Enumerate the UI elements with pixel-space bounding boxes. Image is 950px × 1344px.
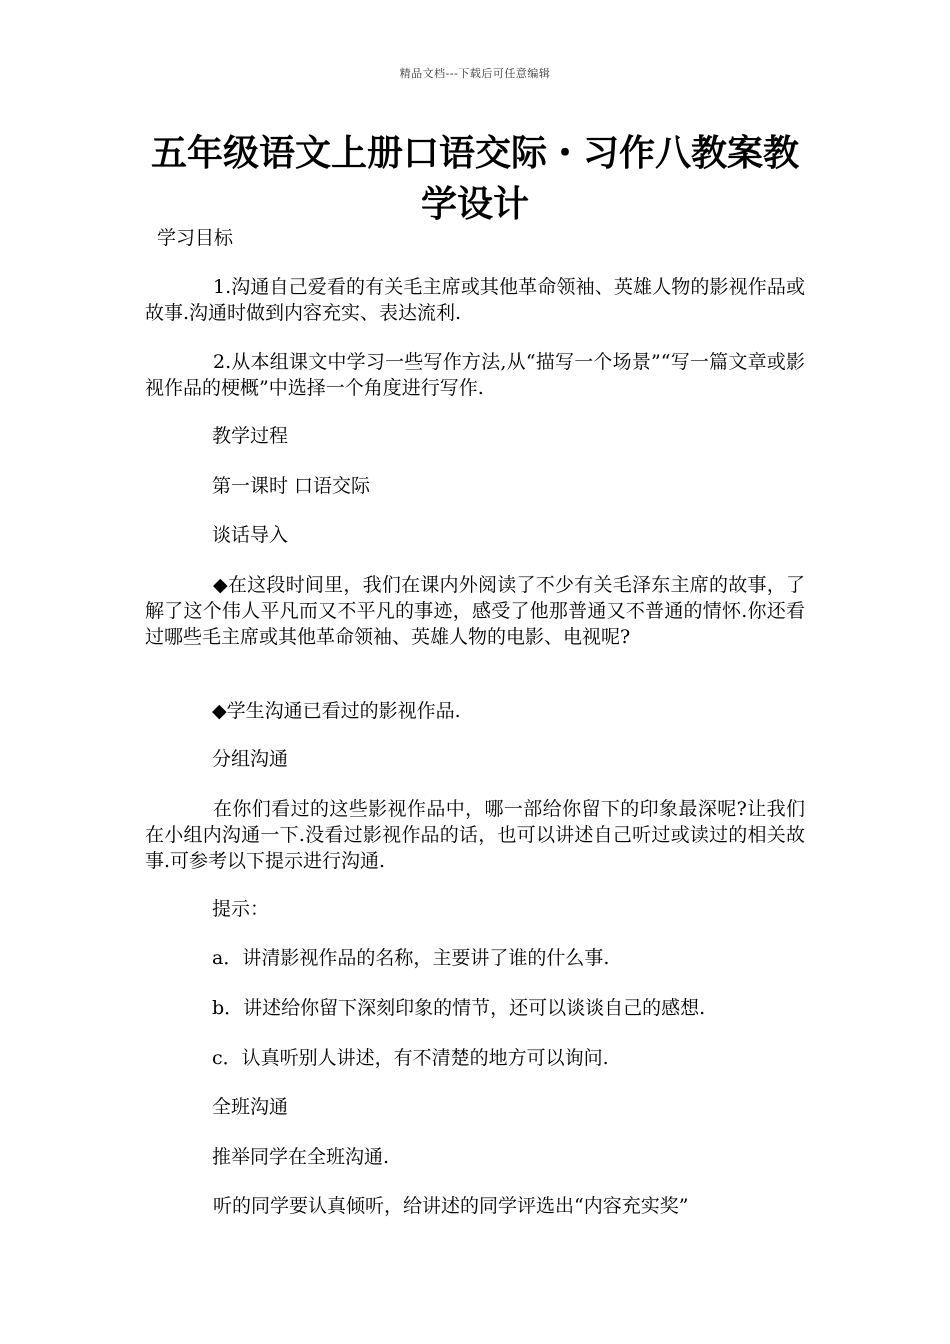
page-header-note: 精品文档---下载后可任意编辑 [399,67,551,80]
subheading-group-talk: 分组沟通 [212,748,289,770]
document-title: 五年级语文上册口语交际・习作八教案教学设计 [150,133,799,225]
subheading-class-talk: 全班沟通 [212,1096,289,1118]
student-sharing-paragraph: ◆学生沟通已看过的影视作品. [212,700,461,722]
group-talk-paragraph: 在你们看过的这些影视作品中，哪一部给你留下的印象最深呢?让我们在小组内沟通一下.没看过影视作品的话，也可以讲述自己听过或读过的相关故事.可参考以下提示进行沟通. [145,798,805,872]
class-talk-paragraph: 推举同学在全班沟通. [212,1146,390,1168]
objective-item-2: 2.从本组课文中学习一些写作方法,从“描写一个场景”“写一篇文章或影视作品的梗概”中选择一个角度进行写作. [145,351,805,399]
hint-item-b: b．讲述给你留下深刻印象的情节，还可以谈谈自己的感想. [212,997,706,1019]
listening-paragraph: 听的同学要认真倾听，给讲述的同学评选出“内容充实奖” [213,1195,689,1217]
intro-paragraph: ◆在这段时间里，我们在课内外阅读了不少有关毛泽东主席的故事，了解了这个伟人平凡而又不平凡的事迹，感受了他那普通又不普通的情怀.你还看过哪些毛主席或其他革命领袖、英雄人物的电影、电视呢? [145,574,805,648]
section-heading-objectives: 学习目标 [157,227,234,249]
hint-item-a: a．讲清影视作品的名称，主要讲了谁的什么事. [212,947,610,969]
subheading-intro-talk: 谈话导入 [212,524,289,546]
lesson-heading-first: 第一课时 口语交际 [212,475,371,497]
hint-item-c: c．认真听别人讲述，有不清楚的地方可以询问. [212,1047,609,1069]
section-heading-process: 教学过程 [212,425,289,447]
objective-item-1: 1.沟通自己爱看的有关毛主席或其他革命领袖、英雄人物的影视作品或故事.沟通时做到内容充实、表达流利. [145,276,805,324]
hints-label: 提示： [212,898,270,920]
